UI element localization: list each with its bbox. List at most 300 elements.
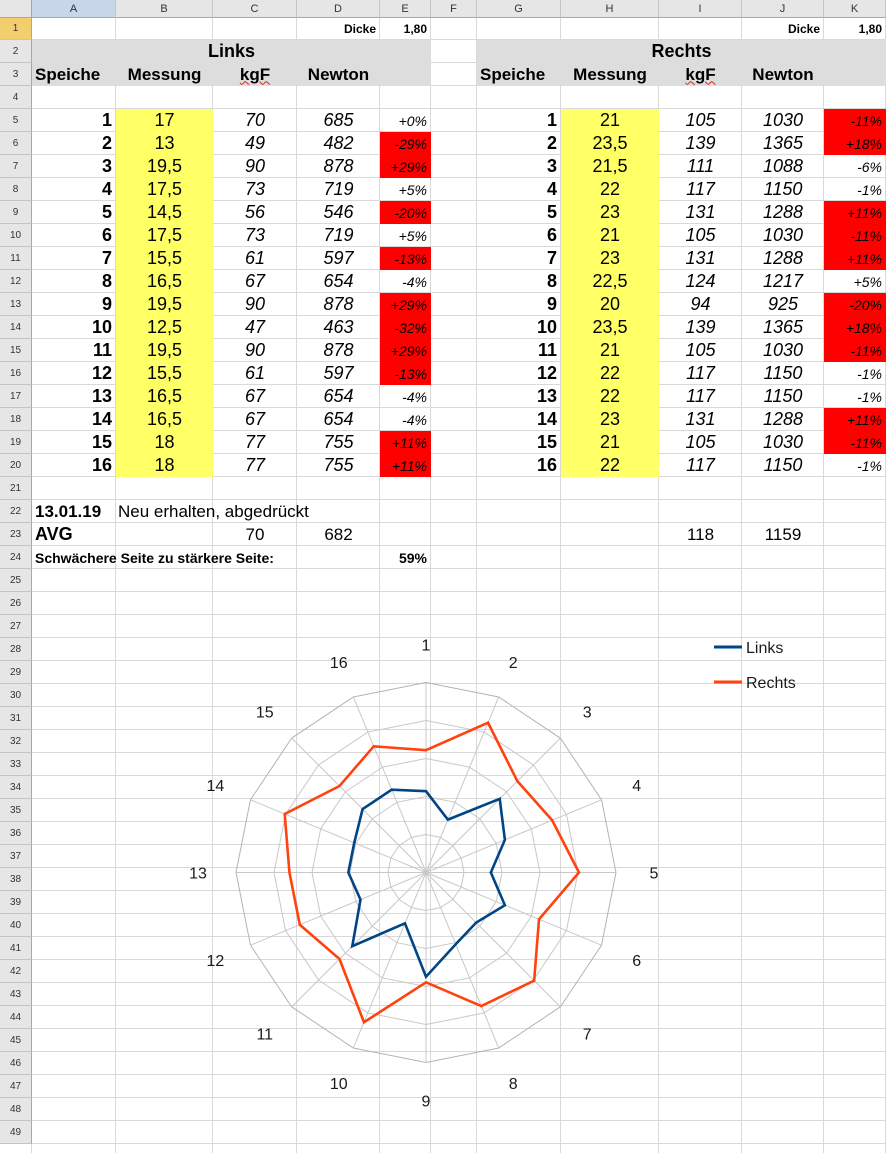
row-header-21[interactable]: 21 [0,477,32,500]
row-header-26[interactable]: 26 [0,592,32,615]
category-label-15: 15 [255,704,274,722]
links-kgf-2[interactable]: 49 [244,133,266,153]
data-point-rechts-9 [426,982,427,983]
links-kgf-5[interactable]: 56 [244,202,266,222]
data-point-links-2 [447,819,448,820]
rechts-kgf-14[interactable]: 131 [685,409,716,429]
column-header-d[interactable]: D [297,0,380,18]
row-header-9[interactable]: 9 [0,201,32,224]
data-point-rechts-10 [363,1022,364,1023]
links-speiche-13[interactable]: 13 [91,386,112,406]
rechts-speiche-16[interactable]: 16 [536,455,557,475]
rechts-percent-14[interactable]: +11% [824,408,886,431]
links-percent-15[interactable]: +11% [380,431,431,454]
links-messung-11[interactable]: 19,5 [116,339,213,362]
category-label-1: 1 [421,637,431,655]
links-kgf-11[interactable]: 90 [244,340,266,360]
data-point-rechts-7 [534,980,535,981]
row-header-47[interactable]: 47 [0,1075,32,1098]
links-messung-8[interactable]: 16,5 [116,270,213,293]
data-point-rechts-4 [552,820,553,821]
column-header-i[interactable]: I [659,0,742,18]
rechts-title[interactable]: Rechts [477,40,886,63]
links-messung-1[interactable]: 17 [116,109,213,132]
category-label-13: 13 [189,865,207,883]
links-speiche-2[interactable]: 2 [101,133,112,153]
radar-spoke [353,697,426,873]
row-header-37[interactable]: 37 [0,845,32,868]
rechts-messung-11[interactable]: 21 [561,339,659,362]
links-newton-6[interactable]: 719 [323,225,354,245]
row-header-5[interactable]: 5 [0,109,32,132]
data-point-rechts-8 [481,1006,482,1007]
links-messung-12[interactable]: 15,5 [116,362,213,385]
rechts-newton-7[interactable]: 1288 [762,248,804,268]
row-header-24[interactable]: 24 [0,546,32,569]
links-messung-10[interactable]: 12,5 [116,316,213,339]
rechts-messung-12[interactable]: 22 [561,362,659,385]
avg-kgf-right[interactable]: 118 [686,524,715,544]
rechts-speiche-2[interactable]: 2 [546,133,557,153]
rechts-speiche-10[interactable]: 10 [536,317,557,337]
links-newton-9[interactable]: 878 [323,294,354,314]
rechts-percent-12[interactable]: -1% [857,365,882,382]
links-messung-15[interactable]: 18 [116,431,213,454]
links-kgf-15[interactable]: 77 [244,432,266,452]
links-percent-9[interactable]: +29% [380,293,431,316]
links-speiche-5[interactable]: 5 [101,202,112,222]
dicke-label-right[interactable]: Dicke [787,22,820,36]
links-speiche-1[interactable]: 1 [101,110,112,130]
links-messung-5[interactable]: 14,5 [116,201,213,224]
row-header-41[interactable]: 41 [0,937,32,960]
rechts-percent-1[interactable]: -11% [824,109,886,132]
data-point-links-11 [352,946,353,947]
links-kgf-16[interactable]: 77 [244,455,266,475]
rechts-speiche-12[interactable]: 12 [536,363,557,383]
data-point-links-6 [504,905,505,906]
column-header-c[interactable]: C [213,0,297,18]
data-point-rechts-5 [578,872,579,873]
avg-kgf-left[interactable]: 70 [245,524,265,544]
dicke-value-right[interactable]: 1,80 [858,22,882,36]
row-header-30[interactable]: 30 [0,684,32,707]
links-speiche-12[interactable]: 12 [91,363,112,383]
rechts-header-messung[interactable]: Messung [573,64,647,84]
links-percent-7[interactable]: -13% [380,247,431,270]
row-header-7[interactable]: 7 [0,155,32,178]
row-header-43[interactable]: 43 [0,983,32,1006]
links-percent-16[interactable]: +11% [380,454,431,477]
links-header-speiche[interactable]: Speiche [35,64,101,84]
data-point-rechts-3 [517,781,518,782]
data-point-links-14 [354,842,355,843]
rechts-speiche-9[interactable]: 9 [546,294,557,314]
rechts-messung-1[interactable]: 21 [561,109,659,132]
row-header-13[interactable]: 13 [0,293,32,316]
links-percent-2[interactable]: -29% [380,132,431,155]
rechts-messung-5[interactable]: 23 [561,201,659,224]
row-header-2[interactable]: 2 [0,40,32,63]
links-percent-12[interactable]: -13% [380,362,431,385]
row-header-15[interactable]: 15 [0,339,32,362]
dicke-value-left[interactable]: 1,80 [403,22,427,36]
rechts-newton-10[interactable]: 1365 [762,317,804,337]
links-percent-11[interactable]: +29% [380,339,431,362]
rechts-messung-3[interactable]: 21,5 [561,155,659,178]
rechts-messung-2[interactable]: 23,5 [561,132,659,155]
row-header-23[interactable]: 23 [0,523,32,546]
links-newton-12[interactable]: 597 [323,363,354,383]
links-percent-4[interactable]: +5% [398,181,427,198]
rechts-kgf-16[interactable]: 117 [686,455,715,475]
row-header-32[interactable]: 32 [0,730,32,753]
links-messung-3[interactable]: 19,5 [116,155,213,178]
rechts-speiche-14[interactable]: 14 [536,409,557,429]
links-percent-3[interactable]: +29% [380,155,431,178]
radar-spoke [250,800,426,873]
links-newton-3[interactable]: 878 [323,156,354,176]
links-speiche-4[interactable]: 4 [101,179,112,199]
category-label-14: 14 [206,778,225,796]
row-header-34[interactable]: 34 [0,776,32,799]
rechts-newton-5[interactable]: 1288 [762,202,804,222]
data-point-links-10 [404,923,405,924]
links-messung-16[interactable]: 18 [116,454,213,477]
data-point-links-13 [348,872,349,873]
row-header-8[interactable]: 8 [0,178,32,201]
category-label-6: 6 [632,952,642,970]
rechts-percent-11[interactable]: -11% [824,339,886,362]
rechts-kgf-2[interactable]: 139 [685,133,716,153]
avg-newton-right[interactable]: 1159 [764,524,802,544]
rechts-newton-14[interactable]: 1288 [762,409,804,429]
data-point-rechts-6 [539,919,540,920]
rechts-messung-9[interactable]: 20 [561,293,659,316]
data-point-rechts-15 [339,786,340,787]
links-newton-1[interactable]: 685 [323,110,354,130]
category-label-3: 3 [582,704,592,722]
category-label-10: 10 [329,1076,348,1094]
rechts-speiche-6[interactable]: 6 [546,225,557,245]
ratio-label[interactable]: Schwächere Seite zu stärkere Seite: [35,549,274,566]
avg-label[interactable]: AVG [35,524,73,544]
links-kgf-6[interactable]: 73 [244,225,266,245]
links-kgf-3[interactable]: 90 [244,156,266,176]
rechts-percent-8[interactable]: +5% [853,273,882,290]
rechts-newton-16[interactable]: 1150 [763,455,803,475]
links-percent-1[interactable]: +0% [398,112,427,129]
row-header-10[interactable]: 10 [0,224,32,247]
rechts-speiche-4[interactable]: 4 [546,179,557,199]
rechts-percent-6[interactable]: -11% [824,224,886,247]
rechts-speiche-5[interactable]: 5 [546,202,557,222]
rechts-speiche-3[interactable]: 3 [546,156,557,176]
rechts-percent-13[interactable]: -1% [857,388,882,405]
row-header-19[interactable]: 19 [0,431,32,454]
rechts-speiche-8[interactable]: 8 [546,271,557,291]
links-speiche-7[interactable]: 7 [101,248,112,268]
select-all-corner[interactable] [0,0,32,18]
row-header-20[interactable]: 20 [0,454,32,477]
rechts-newton-9[interactable]: 925 [767,294,799,314]
column-header-a[interactable]: A [32,0,116,18]
links-newton-16[interactable]: 755 [323,455,354,475]
rechts-kgf-11[interactable]: 105 [685,340,716,360]
links-percent-10[interactable]: -32% [380,316,431,339]
grid-line-horizontal [32,1143,886,1144]
rechts-newton-4[interactable]: 1150 [763,179,803,199]
links-messung-4[interactable]: 17,5 [116,178,213,201]
rechts-newton-2[interactable]: 1365 [762,133,804,153]
row-header-16[interactable]: 16 [0,362,32,385]
links-newton-15[interactable]: 755 [323,432,354,452]
column-header-b[interactable]: B [116,0,213,18]
data-point-links-1 [426,791,427,792]
links-speiche-9[interactable]: 9 [101,294,112,314]
rechts-header-kgf-text: kgF [685,64,716,84]
column-header-k[interactable]: K [824,0,886,18]
links-speiche-6[interactable]: 6 [101,225,112,245]
row-header-27[interactable]: 27 [0,615,32,638]
rechts-kgf-9[interactable]: 94 [690,294,711,314]
rechts-messung-13[interactable]: 22 [561,385,659,408]
category-label-5: 5 [649,865,659,883]
row-header-14[interactable]: 14 [0,316,32,339]
data-point-rechts-14 [284,813,285,814]
row-header-1[interactable]: 1 [0,18,32,40]
data-point-links-4 [504,839,505,840]
links-percent-8[interactable]: -4% [402,273,427,290]
links-messung-2[interactable]: 13 [116,132,213,155]
row-header-46[interactable]: 46 [0,1052,32,1075]
rechts-messung-8[interactable]: 22,5 [561,270,659,293]
radar-spoke [426,873,560,1007]
links-percent-13[interactable]: -4% [402,388,427,405]
row-header-40[interactable]: 40 [0,914,32,937]
data-point-links-9 [426,976,427,977]
rechts-messung-7[interactable]: 23 [561,247,659,270]
row-header-45[interactable]: 45 [0,1029,32,1052]
row-header-42[interactable]: 42 [0,960,32,983]
rechts-percent-16[interactable]: -1% [857,457,882,474]
rechts-speiche-11[interactable]: 11 [537,340,557,360]
category-label-11: 11 [256,1026,274,1044]
row-header-18[interactable]: 18 [0,408,32,431]
rechts-newton-8[interactable]: 1217 [762,271,804,291]
rechts-speiche-15[interactable]: 15 [536,432,557,452]
links-newton-11[interactable]: 878 [323,340,354,360]
legend-label-links: Links [746,640,784,657]
rechts-newton-1[interactable]: 1030 [762,110,804,130]
rechts-kgf-12[interactable]: 117 [686,363,715,383]
rechts-newton-12[interactable]: 1150 [763,363,803,383]
links-messung-9[interactable]: 19,5 [116,293,213,316]
data-point-links-7 [476,922,477,923]
column-header-e[interactable]: E [380,0,431,18]
links-speiche-15[interactable]: 15 [91,432,112,452]
row-header-29[interactable]: 29 [0,661,32,684]
links-kgf-4[interactable]: 73 [244,179,266,199]
row-header-17[interactable]: 17 [0,385,32,408]
radar-spoke [250,873,426,946]
radar-chart[interactable] [0,600,886,1140]
links-newton-10[interactable]: 463 [323,317,354,337]
note-date[interactable]: 13.01.19 [35,501,102,521]
data-point-rechts-2 [488,722,489,723]
links-speiche-11[interactable]: 11 [92,340,112,360]
row-header-33[interactable]: 33 [0,753,32,776]
column-header-f[interactable]: F [431,0,477,18]
rechts-percent-5[interactable]: +11% [824,201,886,224]
grid-line-horizontal [32,591,886,592]
data-point-rechts-12 [299,924,300,925]
rechts-newton-13[interactable]: 1150 [763,386,803,406]
links-newton-4[interactable]: 719 [323,179,354,199]
rechts-newton-15[interactable]: 1030 [762,432,804,452]
links-speiche-8[interactable]: 8 [101,271,112,291]
links-percent-14[interactable]: -4% [402,411,427,428]
rechts-speiche-1[interactable]: 1 [546,110,557,130]
note-text[interactable]: Neu erhalten, abgedrückt [118,501,309,521]
rechts-percent-10[interactable]: +18% [824,316,886,339]
column-header-g[interactable]: G [477,0,561,18]
links-messung-13[interactable]: 16,5 [116,385,213,408]
ratio-value[interactable]: 59% [398,549,427,566]
row-header-12[interactable]: 12 [0,270,32,293]
row-header-28[interactable]: 28 [0,638,32,661]
rechts-percent-3[interactable]: -6% [857,158,882,175]
rechts-kgf-7[interactable]: 131 [685,248,716,268]
links-messung-14[interactable]: 16,5 [116,408,213,431]
rechts-kgf-4[interactable]: 117 [686,179,715,199]
column-header-j[interactable]: J [742,0,824,18]
row-header-49[interactable]: 49 [0,1121,32,1144]
rechts-percent-2[interactable]: +18% [824,132,886,155]
rechts-messung-10[interactable]: 23,5 [561,316,659,339]
links-speiche-14[interactable]: 14 [91,409,112,429]
radar-spoke [292,873,426,1007]
data-point-rechts-11 [339,958,340,959]
category-label-16: 16 [329,654,348,672]
row-header-4[interactable]: 4 [0,86,32,109]
row-header-22[interactable]: 22 [0,500,32,523]
data-point-links-8 [455,944,456,945]
row-header-38[interactable]: 38 [0,868,32,891]
row-header-48[interactable]: 48 [0,1098,32,1121]
rechts-messung-6[interactable]: 21 [561,224,659,247]
links-kgf-10[interactable]: 47 [244,317,266,337]
rechts-speiche-7[interactable]: 7 [546,248,557,268]
links-newton-13[interactable]: 654 [323,386,354,406]
links-speiche-10[interactable]: 10 [91,317,112,337]
links-speiche-16[interactable]: 16 [91,455,112,475]
rechts-messung-14[interactable]: 23 [561,408,659,431]
rechts-newton-6[interactable]: 1030 [762,225,804,245]
rechts-kgf-13[interactable]: 117 [686,386,715,406]
data-point-rechts-16 [373,746,374,747]
links-newton-2[interactable]: 482 [323,133,354,153]
row-header-44[interactable]: 44 [0,1006,32,1029]
rechts-newton-11[interactable]: 1030 [762,340,804,360]
links-title[interactable]: Links [32,40,431,63]
rechts-messung-16[interactable]: 22 [561,454,659,477]
row-header-36[interactable]: 36 [0,822,32,845]
links-kgf-7[interactable]: 61 [244,248,266,268]
links-newton-8[interactable]: 654 [323,271,354,291]
links-newton-5[interactable]: 546 [323,202,354,222]
rechts-percent-7[interactable]: +11% [824,247,886,270]
links-kgf-1[interactable]: 70 [244,110,266,130]
links-header-kgf[interactable] [213,63,297,86]
links-header-newton[interactable]: Newton [307,64,370,84]
links-kgf-9[interactable]: 90 [244,294,266,314]
rechts-newton-3[interactable]: 1088 [762,156,804,176]
links-newton-14[interactable]: 654 [323,409,354,429]
data-point-links-5 [490,872,491,873]
avg-newton-left[interactable]: 682 [324,524,353,544]
rechts-kgf-8[interactable]: 124 [685,271,716,291]
row-header-6[interactable]: 6 [0,132,32,155]
links-header-messung[interactable]: Messung [127,64,202,84]
dicke-label-left[interactable]: Dicke [343,22,376,36]
links-speiche-3[interactable]: 3 [101,156,112,176]
rechts-kgf-3[interactable]: 111 [686,156,715,176]
rechts-messung-4[interactable]: 22 [561,178,659,201]
links-kgf-14[interactable]: 67 [244,409,266,429]
rechts-percent-4[interactable]: -1% [857,181,882,198]
rechts-kgf-15[interactable]: 105 [685,432,716,452]
data-point-links-3 [499,798,500,799]
rechts-kgf-1[interactable]: 105 [685,110,716,130]
row-header-25[interactable]: 25 [0,569,32,592]
radar-spoke [292,738,426,872]
rechts-kgf-5[interactable]: 131 [685,202,716,222]
data-point-rechts-1 [426,750,427,751]
row-header-3[interactable]: 3 [0,63,32,86]
column-header-h[interactable]: H [561,0,659,18]
rechts-kgf-10[interactable]: 139 [685,317,716,337]
links-newton-7[interactable]: 597 [323,248,354,268]
data-point-links-12 [360,899,361,900]
links-kgf-13[interactable]: 67 [244,386,266,406]
links-kgf-12[interactable]: 61 [244,363,266,383]
rechts-percent-9[interactable]: -20% [824,293,886,316]
rechts-header-kgf[interactable] [659,63,742,86]
rechts-header-speiche[interactable]: Speiche [480,64,546,84]
rechts-header-newton[interactable]: Newton [752,64,814,84]
radar-spoke [426,873,499,1049]
links-kgf-8[interactable]: 67 [244,271,266,291]
rechts-messung-15[interactable]: 21 [561,431,659,454]
row-header-39[interactable]: 39 [0,891,32,914]
rechts-kgf-6[interactable]: 105 [685,225,716,245]
links-percent-5[interactable]: -20% [380,201,431,224]
row-header-31[interactable]: 31 [0,707,32,730]
category-label-9: 9 [421,1093,431,1111]
row-header-35[interactable]: 35 [0,799,32,822]
links-percent-6[interactable]: +5% [398,227,427,244]
rechts-speiche-13[interactable]: 13 [536,386,557,406]
links-messung-6[interactable]: 17,5 [116,224,213,247]
rechts-percent-15[interactable]: -11% [824,431,886,454]
category-label-4: 4 [632,778,642,796]
legend-label-rechts: Rechts [746,675,796,692]
data-point-rechts-13 [289,872,290,873]
links-messung-7[interactable]: 15,5 [116,247,213,270]
data-point-links-15 [362,809,363,810]
row-header-11[interactable]: 11 [0,247,32,270]
